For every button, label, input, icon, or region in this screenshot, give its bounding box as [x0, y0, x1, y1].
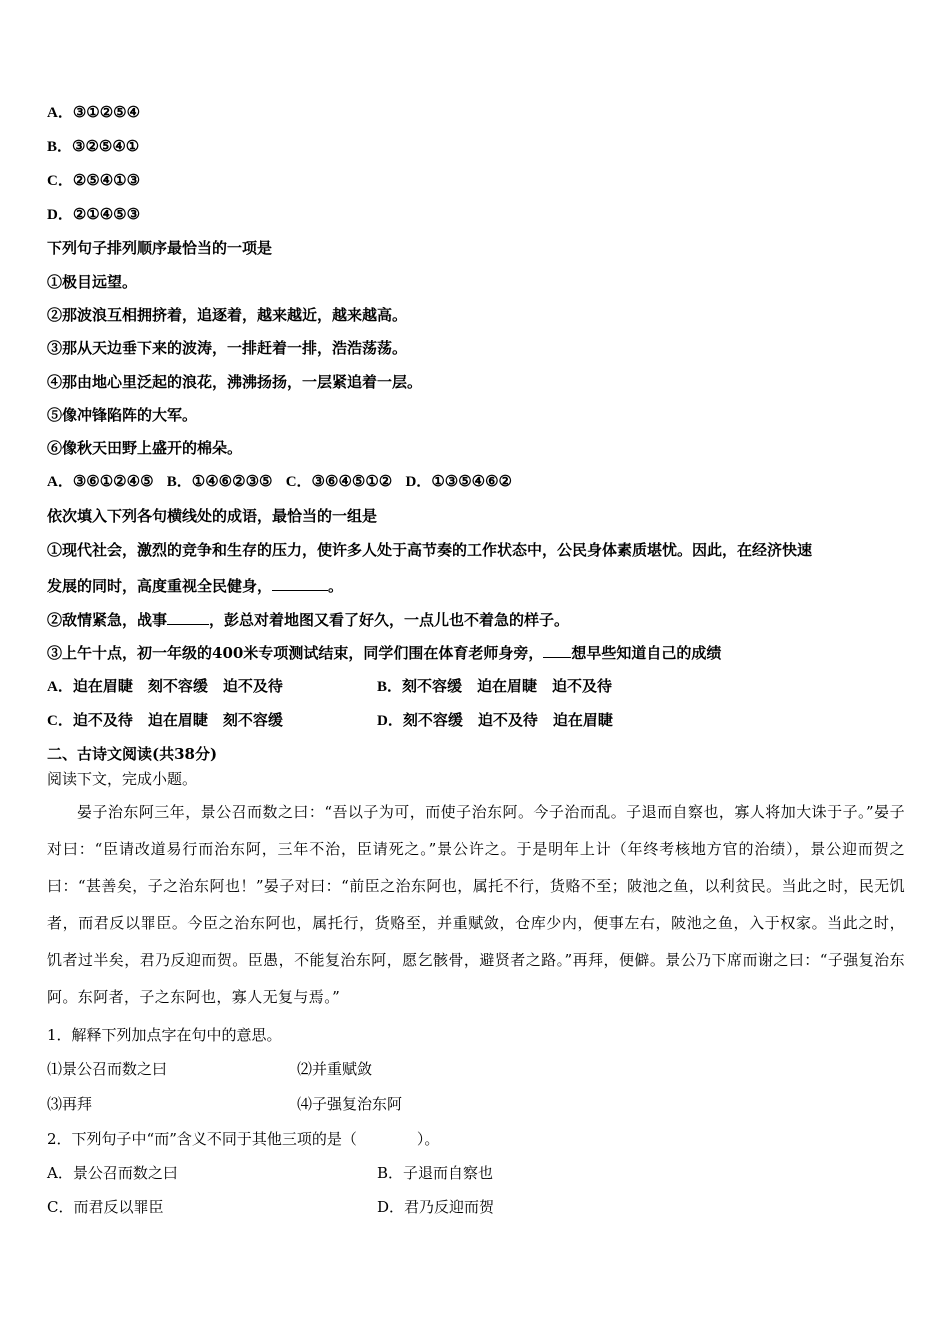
- sentence-3: ③上午十点，初一年级的400米专项测试结束，同学们围在体育老师身旁， 想早些知道自己的成绩: [47, 644, 722, 662]
- option-d: D．刻不容缓 迫不及待 迫在眉睫: [377, 711, 613, 729]
- question-stem: 依次填入下列各句横线处的成语，最恰当的一组是: [47, 507, 378, 525]
- blank-line: [272, 576, 328, 591]
- passage: 晏子治东阿三年，景公召而数之曰：“吾以子为可，而使子治东阿。今子治而乱。子退而自察也，寡人将加大诛于子。”晏子对曰：“臣请改道易行而治东阿，三年不治，臣请死之。”景公许之。于是明年上计（年终考核地方官的治绩），景公迎而贺之曰：“甚善矣，子之治东阿也！”晏子对曰：“前臣之治东阿也，属托不行，货赂不至；陂池之鱼，以利贫民。当此之时，民无饥者，而君反以罪臣。今臣之治东阿也，属托行，货赂至，并重赋敛，仓库少内，便事左右，陂池之鱼，入于权家。当此之时，饥者过半矣，君乃反迎而贺。臣愚，不能复治东阿，愿乞骸骨，避贤者之路。”再拜，便僻。景公乃下席而谢之曰：“子强复治东阿。东阿者，子之东阿也，寡人无复与焉。”: [47, 803, 905, 1006]
- blank-line: [167, 610, 209, 625]
- option-d: D．①③⑤④⑥②: [405, 472, 512, 490]
- option-b: B．③②⑤④①: [47, 137, 140, 155]
- option-b: B．①④⑥②③⑤: [166, 472, 273, 490]
- sentence-item: ⑥像秋天田野上盛开的棉朵。: [47, 439, 243, 457]
- option-a: A．③⑥①②④⑤: [47, 472, 154, 490]
- sentence-1-line2: 发展的同时，高度重视全民健身， 。: [47, 577, 344, 595]
- sentence-item: ④那由地心里泛起的浪花，沸沸扬扬，一层紧追着一层。: [47, 373, 423, 391]
- option-c: C．②⑤④①③: [47, 171, 141, 189]
- option-b: B．刻不容缓 迫在眉睫 迫不及待: [377, 677, 613, 695]
- blank-line: [543, 643, 571, 658]
- sentence-2: ②敌情紧急，战事 ，彭总对着地图又看了好久，一点儿也不着急的样子。: [47, 611, 570, 629]
- option-a: A．③①②⑤④: [47, 103, 141, 121]
- q1-item-3: ⑶再拜: [47, 1095, 93, 1113]
- option-c: C．迫不及待 迫在眉睫 刻不容缓: [47, 711, 283, 729]
- q1-item-1: ⑴景公召而数之曰: [47, 1060, 168, 1078]
- q1-stem: 1．解释下列加点字在句中的意思。: [47, 1026, 282, 1044]
- option-c: C．③⑥④⑤①②: [285, 472, 393, 490]
- q2-option-c: C．而君反以罪臣: [47, 1198, 164, 1216]
- section-heading: 二、古诗文阅读(共38分): [47, 745, 218, 763]
- q2-option-b: B．子退而自察也: [377, 1164, 494, 1182]
- sentence-item: ⑤像冲锋陷阵的大军。: [47, 406, 198, 424]
- option-a: A．迫在眉睫 刻不容缓 迫不及待: [47, 677, 283, 695]
- section-instruction: 阅读下文，完成小题。: [47, 770, 198, 788]
- q1-item-4: ⑷子强复治东阿: [297, 1095, 403, 1113]
- question-stem: 下列句子排列顺序最恰当的一项是: [47, 239, 273, 257]
- option-d: D．②①④⑤③: [47, 205, 141, 223]
- sentence-item: ③那从天边垂下来的波涛，一排赶着一排，浩浩荡荡。: [47, 339, 408, 357]
- q2-option-a: A．景公召而数之曰: [47, 1164, 178, 1182]
- q2-option-d: D．君乃反迎而贺: [377, 1198, 495, 1216]
- sentence-item: ②那波浪互相拥挤着，追逐着，越来越近，越来越高。: [47, 306, 408, 324]
- sentence-item: ①极目远望。: [47, 273, 138, 291]
- sentence-1-line1: ①现代社会，激烈的竞争和生存的压力，使许多人处于高节奏的工作状态中，公民身体素质堪忧。因此，在经济快速: [47, 541, 813, 559]
- q2-stem: 2．下列句子中“而”含义不同于其他三项的是（ ）。: [47, 1130, 440, 1148]
- q1-item-2: ⑵并重赋敛: [297, 1060, 373, 1078]
- options-row: [47, 471, 512, 492]
